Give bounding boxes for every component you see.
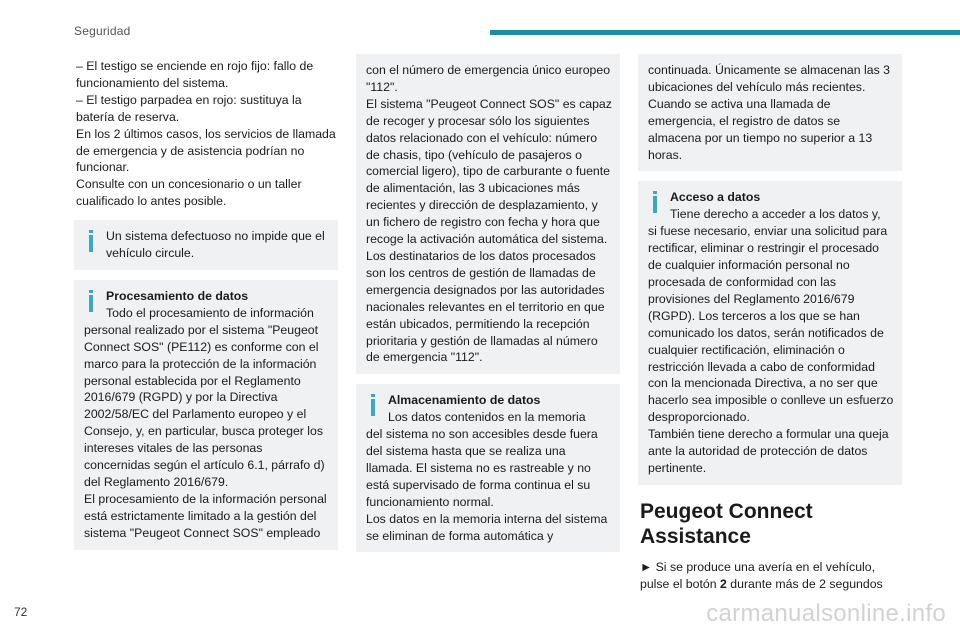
- intro-line: En los 2 últimos casos, los servicios de llamada de emergencia y de asistencia podrían no funcionar.: [76, 126, 336, 175]
- note-text: personal realizado por el sistema "Peugeot Connect SOS" (PE112) es conforme con el marco para la protección de la información personal establecida por el Reglamento 2016/679 (RGPD) y por la Directiva 2002/58/EC del Parlamento europeo y el Consejo, y, en particular, busca proteger los intereses vitales de las personas concernidas según el artículo 6.1, párrafo d) del Reglamento 2016/679.: [84, 322, 325, 489]
- info-note-data-processing-continued: [356, 54, 620, 374]
- header-accent-bar: [490, 30, 960, 35]
- watermark: carmanualsonline.info: [706, 600, 946, 627]
- note-title: Almacenamiento de datos: [388, 393, 541, 408]
- info-icon: [86, 230, 96, 252]
- section-heading-peugeot-connect-assistance: Peugeot Connect Assistance: [640, 499, 813, 548]
- info-note-defective-system: [74, 220, 338, 270]
- note-title: Acceso a datos: [670, 190, 761, 205]
- note-text: continuada. Únicamente se almacenan las 3 ubicaciones del vehículo más recientes. Cuando se activa una llamada de emergencia, el registro de datos se almacena por un tiempo no superior a 13 horas.: [648, 63, 890, 162]
- page-number: 72: [14, 605, 28, 619]
- note-text: si fuese necesario, enviar una solicitud para rectificar, eliminar o restringir el procesado de cualquier información personal no procesada de conformidad con las provisiones del Reglamento 2016/679 (RGPD). Los terceros a los que se han comunicado los datos, serán notificados de cualquier rectificación, eliminación o restricción llevada a cabo de conformidad con la mencionada Directiva, a no ser que hacerlo sea imposible o conlleve un esfuerzo desproporcionado.: [648, 224, 894, 425]
- info-note-data-storage-continued: [638, 54, 902, 171]
- note-text: Los datos contenidos en la memoria: [388, 410, 586, 425]
- info-note-data-storage: [356, 384, 620, 552]
- note-text: con el número de emergencia único europeo "112".: [366, 63, 611, 94]
- assistance-step: [640, 559, 900, 593]
- column-2: [356, 54, 620, 552]
- intro-line: Consulte con un concesionario o un taller cualificado lo antes posible.: [76, 177, 302, 209]
- info-icon: [368, 394, 378, 416]
- step-text-post: durante más de 2 segundos: [726, 576, 883, 591]
- step-text: [640, 559, 900, 593]
- info-icon: [86, 290, 96, 312]
- note-text: Tiene derecho a acceder a los datos y,: [670, 207, 881, 222]
- note-text: Todo el procesamiento de información: [106, 305, 314, 320]
- column-1: [74, 58, 338, 550]
- page-header-title: Seguridad: [74, 24, 131, 38]
- intro-line: – El testigo se enciende en rojo fijo: fallo de funcionamiento del sistema.: [76, 59, 314, 90]
- intro-text: [76, 58, 336, 210]
- note-text: También tiene derecho a formular una queja ante la autoridad de protección de datos pertinente.: [648, 427, 889, 475]
- intro-line: – El testigo parpadea en rojo: sustituya la batería de reserva.: [76, 92, 302, 124]
- note-title: Procesamiento de datos: [106, 288, 249, 303]
- note-text: Los datos en la memoria interna del sistema se eliminan de forma automática y: [366, 511, 608, 543]
- note-text: El sistema "Peugeot Connect SOS" es capaz de recoger y procesar sólo los siguientes datos relacionado con el vehículo: número de chasis, tipo (vehículo de pasajeros o comercial ligero), tipo de carburante o fuente de alimentación, las 3 ubicaciones más recientes y dirección de desplazamiento, y un fichero de registro con fecha y hora que recoge la activación automática del sistema.: [366, 96, 612, 247]
- note-text: del sistema no son accesibles desde fuera del sistema hasta que se realiza una llamada. El sistema no es rastreable y no está supervisado de forma continua el su funcionamiento normal.: [366, 427, 598, 509]
- column-3: [638, 54, 902, 593]
- step-button-number: 2: [720, 576, 727, 591]
- info-note-data-access: [638, 181, 902, 484]
- info-note-data-processing: [74, 280, 338, 550]
- step-text-pre: ► Si se produce una avería en el vehículo, pulse el botón: [640, 559, 876, 591]
- note-text: El procesamiento de la información personal está estrictamente limitado a la gestión del sistema "Peugeot Connect SOS" empleado: [84, 491, 327, 540]
- info-icon: [650, 191, 660, 213]
- note-text: Los destinatarios de los datos procesados son los centros de gestión de llamadas de emergencia designados por las autoridades nacionales relevantes en el territorio en que están ubicados, permitiendo la recepción prioritaria y gestión de llamadas al número de emergencia "112".: [366, 248, 605, 365]
- note-text: Un sistema defectuoso no impide que el vehículo circule.: [106, 229, 325, 261]
